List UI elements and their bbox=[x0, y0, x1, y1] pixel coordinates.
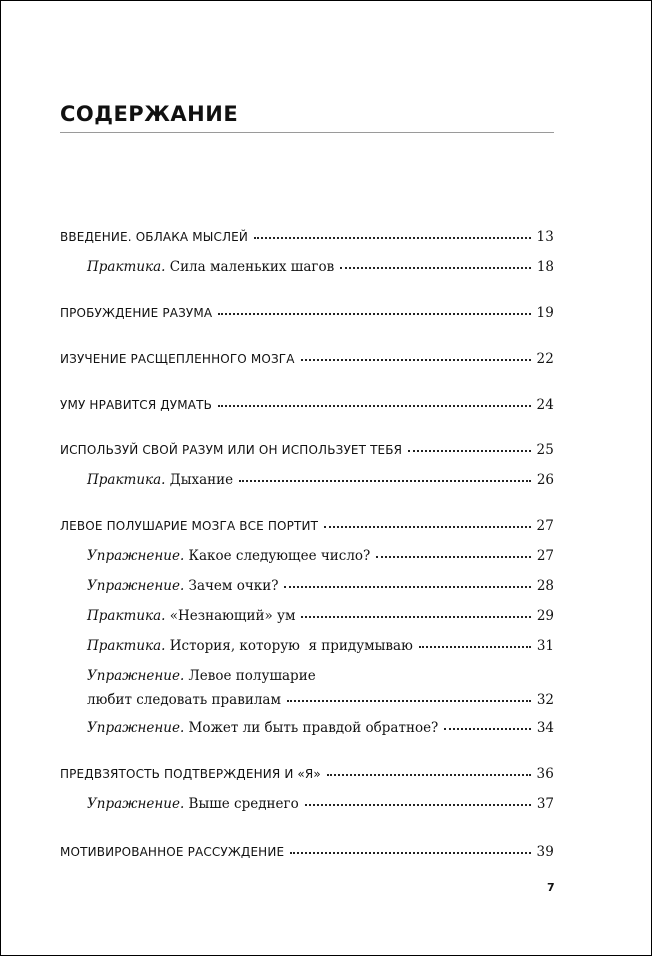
toc-subentry-title bbox=[87, 608, 295, 624]
toc-chapter-title: МОТИВИРОВАННОЕ РАССУЖДЕНИЕ bbox=[60, 845, 285, 859]
dot-leader bbox=[254, 236, 530, 239]
page-number: 7 bbox=[547, 881, 555, 894]
toc-subentry bbox=[87, 472, 554, 488]
toc-page-number: 24 bbox=[536, 397, 554, 413]
toc-subentry-text: Сила маленьких шагов bbox=[169, 259, 335, 275]
toc-subentry-type: Упражнение. bbox=[87, 578, 185, 594]
dot-leader bbox=[301, 615, 530, 618]
toc-subentry-first-line bbox=[87, 668, 316, 684]
toc-page-number: 22 bbox=[536, 351, 554, 367]
dot-leader bbox=[284, 585, 530, 588]
toc-subentry-type: Практика. bbox=[87, 608, 166, 624]
toc-subentry-title bbox=[87, 638, 413, 654]
toc-page-number: 27 bbox=[536, 548, 554, 564]
toc-subentry bbox=[87, 638, 554, 654]
toc-page-number: 27 bbox=[536, 518, 554, 534]
toc-page-number: 28 bbox=[536, 578, 554, 594]
dot-leader bbox=[444, 727, 531, 730]
toc-page-number: 36 bbox=[536, 766, 554, 782]
dot-leader bbox=[218, 312, 530, 315]
toc-page-number: 18 bbox=[536, 259, 554, 275]
toc-chapter bbox=[60, 442, 554, 458]
page-title: СОДЕРЖАНИЕ bbox=[60, 102, 239, 126]
toc-subentry bbox=[87, 720, 554, 736]
toc-page-number: 37 bbox=[536, 796, 554, 812]
toc-subentry-text: «Незнающий» ум bbox=[169, 608, 296, 624]
toc-chapter bbox=[60, 397, 554, 413]
toc-subentry-text: История, которую я придумываю bbox=[169, 638, 413, 654]
toc-page-number: 34 bbox=[536, 720, 554, 736]
toc-subentry-title bbox=[87, 796, 299, 812]
toc-page-number: 31 bbox=[536, 638, 554, 654]
toc-chapter-title: ИСПОЛЬЗУЙ СВОЙ РАЗУМ ИЛИ ОН ИСПОЛЬЗУЕТ ТЕБЯ bbox=[60, 443, 403, 457]
toc-chapter bbox=[60, 351, 554, 367]
toc-subentry bbox=[87, 578, 554, 594]
toc-subentry bbox=[87, 692, 554, 708]
dot-leader bbox=[287, 699, 531, 702]
toc-subentry-text: Может ли быть правдой обратное? bbox=[188, 720, 439, 736]
dot-leader bbox=[408, 449, 530, 452]
dot-leader bbox=[239, 479, 531, 482]
toc-page-number: 19 bbox=[536, 305, 554, 321]
toc-chapter-title: УМУ НРАВИТСЯ ДУМАТЬ bbox=[60, 398, 212, 412]
toc-subentry-type: Упражнение. bbox=[87, 668, 185, 684]
dot-leader bbox=[218, 404, 531, 407]
toc-chapter bbox=[60, 844, 554, 860]
toc-subentry-title bbox=[87, 548, 370, 564]
toc-subentry-type: Упражнение. bbox=[87, 548, 185, 564]
toc-subentry-type: Практика. bbox=[87, 638, 166, 654]
toc-page-number: 39 bbox=[536, 844, 554, 860]
toc-page-number: 25 bbox=[536, 442, 554, 458]
toc-subentry-type: Практика. bbox=[87, 259, 166, 275]
toc-subentry-title bbox=[87, 259, 334, 275]
dot-leader bbox=[305, 803, 531, 806]
toc-subentry bbox=[87, 796, 554, 812]
toc-page-number: 29 bbox=[536, 608, 554, 624]
toc-chapter bbox=[60, 518, 554, 534]
dot-leader bbox=[419, 645, 531, 648]
dot-leader bbox=[324, 525, 530, 528]
toc-page-number: 32 bbox=[536, 692, 554, 708]
toc-subentry-type: Упражнение. bbox=[87, 796, 185, 812]
toc-chapter-title: ИЗУЧЕНИЕ РАСЩЕПЛЕННОГО МОЗГА bbox=[60, 352, 295, 366]
toc-chapter-title: ПРОБУЖДЕНИЕ РАЗУМА bbox=[60, 306, 213, 320]
toc-chapter bbox=[60, 305, 554, 321]
dot-leader bbox=[376, 555, 531, 558]
toc-subentry bbox=[87, 548, 554, 564]
toc-subentry-text: Зачем очки? bbox=[188, 578, 279, 594]
toc-subentry bbox=[87, 259, 554, 275]
toc-subentry-title bbox=[87, 720, 438, 736]
dot-leader bbox=[301, 358, 531, 361]
toc-chapter-title: ВВЕДЕНИЕ. ОБЛАКА МЫСЛЕЙ bbox=[60, 230, 249, 244]
dot-leader bbox=[327, 773, 531, 776]
toc-chapter bbox=[60, 229, 554, 245]
toc-subentry-title bbox=[87, 472, 233, 488]
toc-chapter-title: ЛЕВОЕ ПОЛУШАРИЕ МОЗГА ВСЕ ПОРТИТ bbox=[60, 519, 319, 533]
dot-leader bbox=[290, 851, 530, 854]
toc-chapter bbox=[60, 766, 554, 782]
toc-page-number: 26 bbox=[536, 472, 554, 488]
toc-subentry-title bbox=[87, 578, 278, 594]
toc-subentry-text: Левое полушарие bbox=[188, 668, 316, 684]
toc-subentry bbox=[87, 608, 554, 624]
toc-subentry-type: Упражнение. bbox=[87, 720, 185, 736]
dot-leader bbox=[340, 266, 531, 269]
toc-page-number: 13 bbox=[536, 229, 554, 245]
toc-subentry-text: Какое следующее число? bbox=[188, 548, 371, 564]
toc-subentry-type: Практика. bbox=[87, 472, 166, 488]
toc-subentry-text: Дыхание bbox=[169, 472, 234, 488]
toc-subentry-text-continued: любит следовать правилам bbox=[87, 692, 281, 708]
toc-chapter-title: ПРЕДВЗЯТОСТЬ ПОДТВЕРЖДЕНИЯ И «Я» bbox=[60, 767, 321, 781]
toc-subentry-text: Выше среднего bbox=[188, 796, 299, 812]
